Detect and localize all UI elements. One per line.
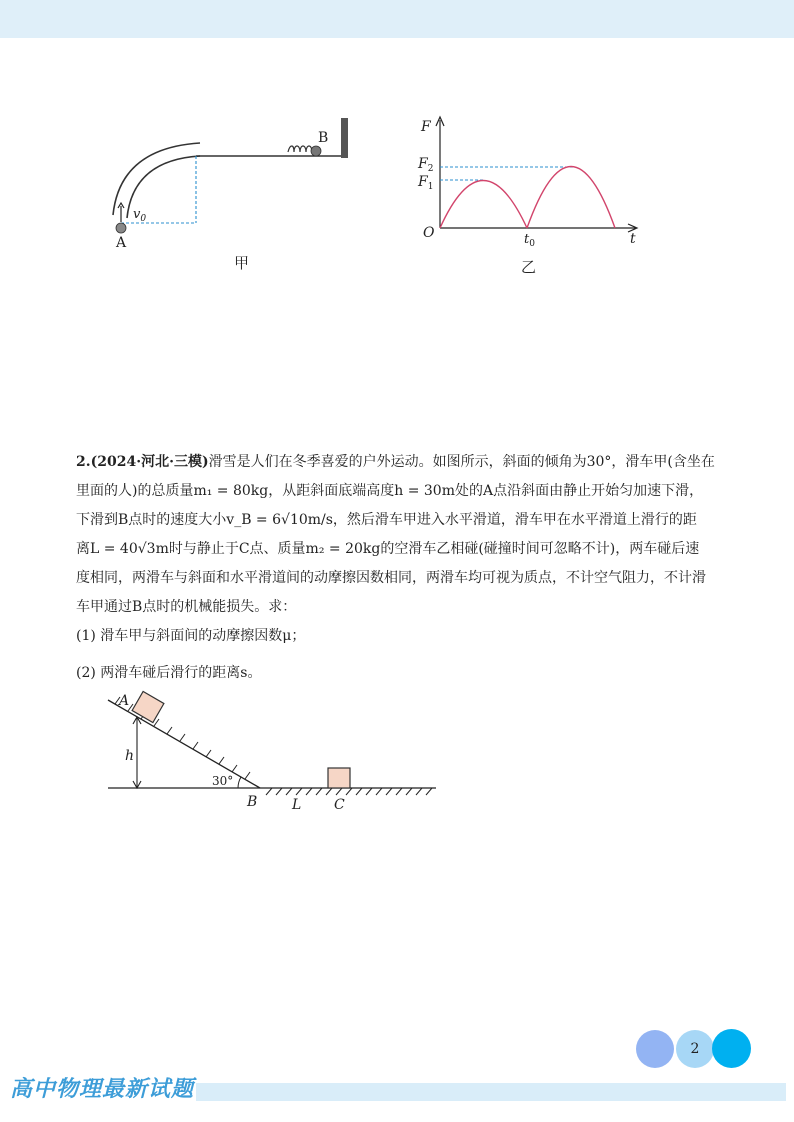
label-l: L [292, 797, 302, 813]
label-t-axis: t [630, 231, 636, 247]
caption-jia: 甲 [234, 254, 250, 272]
figure-yi [417, 117, 637, 276]
sub-question-1: (1) 滑车甲与斜面间的动摩擦因数μ； [76, 628, 306, 644]
spring [288, 146, 312, 152]
label-a: A [119, 693, 130, 709]
label-angle: 30° [212, 774, 234, 788]
ball-a [116, 223, 126, 233]
question-stem [76, 448, 726, 622]
question-source: (2024·河北·三模) [90, 454, 209, 470]
label-a: A [116, 235, 127, 251]
question-2 [76, 448, 726, 688]
footer-band [196, 1083, 786, 1101]
figure-jia [113, 118, 348, 272]
slope-figure [100, 688, 450, 818]
page-number: 2 [690, 1041, 700, 1057]
label-f-axis: F [421, 119, 431, 135]
stem-line-1: 滑雪是人们在冬季喜爱的户外运动。如图所示，斜面的倾角为30°，滑车甲(含坐在 [208, 454, 715, 470]
stem-line-3: 下滑到B点时的速度大小v_B = 6√10m/s，然后滑车甲进入水平滑道，滑车甲在水平滑道上滑行的距 [76, 512, 697, 528]
ground-hatching [266, 788, 432, 795]
label-t0: $t_0$ [524, 232, 535, 249]
decor-circle-left [636, 1030, 674, 1068]
label-origin: O [423, 225, 435, 241]
label-h: h [125, 748, 135, 764]
block-c [328, 768, 350, 788]
top-figures [0, 100, 794, 285]
stem-line-4: 离L = 40√3m时与静止于C点、质量m₂ = 20kg的空滑车乙相碰(碰撞时间可忽略不计)，两车碰后速 [76, 541, 700, 557]
curve-second-arch [527, 167, 615, 229]
ball-b [311, 146, 321, 156]
angle-arc [238, 777, 241, 788]
stem-line-6: 车甲通过B点时的机械能损失。求： [76, 599, 297, 615]
header-band [0, 0, 794, 38]
label-v0: $v_0$ [133, 207, 147, 224]
label-c: C [334, 797, 345, 813]
stem-line-2: 里面的人)的总质量m₁ = 80kg，从距斜面底端高度h = 30m处的A点沿斜面由静止开始匀加速下滑， [76, 483, 704, 499]
incline-line [108, 700, 260, 788]
wall-block [341, 118, 348, 158]
page-indicator [636, 1028, 756, 1068]
caption-yi: 乙 [521, 258, 537, 276]
label-b: B [318, 130, 329, 146]
decor-circle-right [712, 1029, 751, 1068]
question-number: 2. [76, 454, 91, 470]
curve-first-arch [440, 181, 527, 229]
label-f1: $F_1$ [418, 174, 434, 192]
label-b: B [247, 794, 258, 810]
label-f2: $F_2$ [418, 156, 434, 174]
track-outer-curve [113, 143, 200, 215]
footer-brand: 高中物理最新试题 [10, 1077, 195, 1102]
sub-question-2: (2) 两滑车碰后滑行的距离s。 [76, 665, 262, 681]
stem-line-5: 度相同，两滑车与斜面和水平滑道间的动摩擦因数相同，两滑车均可视为质点，不计空气阻力，不计滑 [76, 570, 706, 586]
